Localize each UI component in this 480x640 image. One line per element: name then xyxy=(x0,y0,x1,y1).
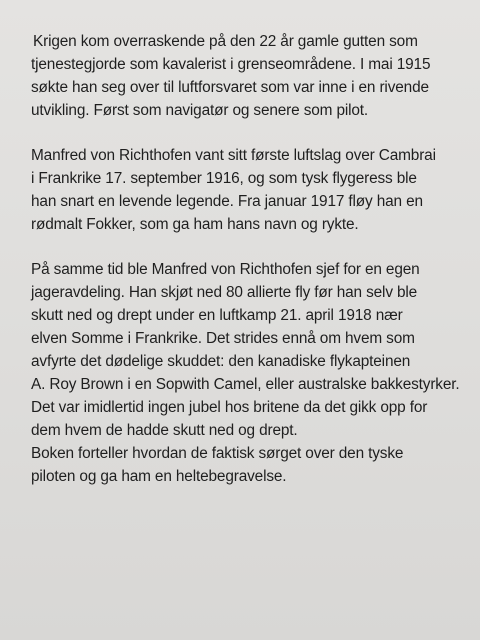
paragraph-1 xyxy=(31,30,471,122)
text-line: avfyrte det dødelige skuddet: den kanadiske flykapteinen xyxy=(31,353,411,370)
text-line: A. Roy Brown i en Sopwith Camel, eller australske bakkestyrker. xyxy=(31,376,460,393)
text-line: skutt ned og drept under en luftkamp 21. april 1918 nær xyxy=(31,307,403,324)
paragraph-2 xyxy=(31,144,471,236)
body-text xyxy=(31,30,471,510)
text-line: Det var imidlertid ingen jubel hos britene da det gikk opp for xyxy=(31,399,428,416)
text-line: søkte han seg over til luftforsvaret som var inne i en rivende xyxy=(31,79,429,96)
text-line: dem hvem de hadde skutt ned og drept. xyxy=(31,422,298,439)
paragraph-3 xyxy=(31,258,471,488)
text-line: Krigen kom overraskende på den 22 år gamle gutten som xyxy=(33,33,418,50)
text-line: jageravdeling. Han skjøt ned 80 allierte fly før han selv ble xyxy=(31,284,418,301)
text-line: På samme tid ble Manfred von Richthofen sjef for en egen xyxy=(31,261,420,278)
text-line: piloten og ga ham en heltebegravelse. xyxy=(31,468,287,485)
text-line: i Frankrike 17. september 1916, og som tysk flygeress ble xyxy=(31,170,417,187)
text-line: Boken forteller hvordan de faktisk sørget over den tyske xyxy=(31,445,404,462)
text-line: tjenestegjorde som kavalerist i grenseområdene. I mai 1915 xyxy=(31,56,431,73)
text-line: elven Somme i Frankrike. Det strides ennå om hvem som xyxy=(31,330,415,347)
text-line: Manfred von Richthofen vant sitt første luftslag over Cambrai xyxy=(31,147,436,164)
text-line: rødmalt Fokker, som ga ham hans navn og rykte. xyxy=(31,216,359,233)
text-line: utvikling. Først som navigatør og senere som pilot. xyxy=(31,102,369,119)
text-line: han snart en levende legende. Fra januar 1917 fløy han en xyxy=(31,193,423,210)
